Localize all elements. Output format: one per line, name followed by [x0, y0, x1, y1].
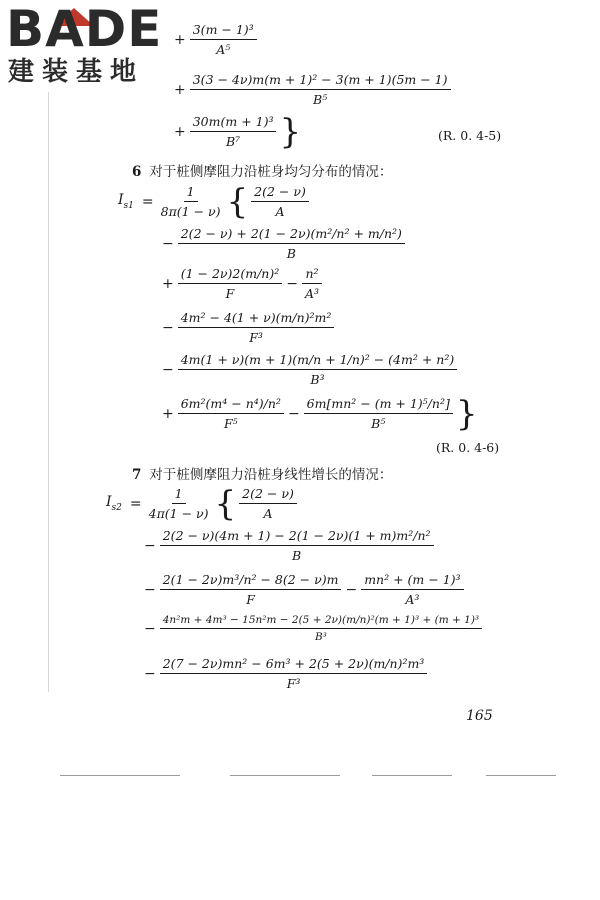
section-6-number: 6: [132, 164, 142, 180]
eq-is1-term6: + $\frac{\text{6m²(m⁴ − n⁴)/n²}}{\text{F⁵}}$ − $\frac{\text{6m[mn² − (m + 1)⁵/n²]}}{\text{B⁵}}$ }: [162, 393, 478, 434]
eq-r045-term1: + $\frac{\text{3(m − 1)³}}{\text{A⁵}}$: [170, 22, 257, 57]
scan-line: [372, 775, 452, 776]
eq-is1-term2: − $\frac{\text{2(2 − ν) + 2(1 − 2ν)(m²/n² + m/n²)}}{B}$: [158, 226, 405, 261]
scan-line: [60, 775, 180, 776]
section-7-heading: [132, 463, 392, 483]
logo-sub-text: 建装基地: [8, 57, 145, 87]
eq-is2-term4: − $\frac{\text{4n²m + 4m³ − 15n²m − 2(5 + 2ν)(m/n)²(m + 1)³ + (m + 1)³}}{\text{B³}}$: [140, 614, 482, 643]
eq-is2-term3: − $\frac{\text{2(1 − 2ν)m³/n² − 8(2 − ν)m}}{F}$ − $\frac{\text{mn² + (m − 1)³}}{\text{A³}}$: [140, 572, 464, 607]
eq-is2-term2: − $\frac{\text{2(2 − ν)(4m + 1) − 2(1 − 2ν)(1 + m)m²/n²}}{B}$: [140, 528, 434, 563]
section-7-title: 对于桩侧摩阻力沿桩身线性增长的情况：: [149, 467, 393, 483]
eq-is2-lhs: $I_{s2}$ = $\frac{1}{4\pi(1 - \nu)}$ { $\frac{2(2 - \nu)}{A}$: [106, 486, 297, 521]
section-7-number: 7: [132, 467, 142, 483]
logo: [6, 0, 176, 88]
eq-r045-term2: + $\frac{\text{3(3 − 4ν)m(m + 1)² − 3(m + 1)(5m − 1)}}{\text{B⁵}}$: [170, 72, 451, 107]
section-6-title: 对于桩侧摩阻力沿桩身均匀分布的情况：: [149, 164, 393, 180]
scan-line: [230, 775, 340, 776]
eq-is1-term5: − $\frac{\text{4m(1 + ν)(m + 1)(m/n + 1/n)² − (4m² + n²)}}{\text{B³}}$: [158, 352, 457, 387]
eq-is1-lhs: $I_{s1}$ = $\frac{1}{8\pi(1 - \nu)}$ { $\frac{2(2 - \nu)}{A}$: [118, 184, 309, 219]
equation-number-r046: (R. 0. 4-6): [436, 440, 500, 455]
section-6-heading: [132, 160, 392, 180]
page-number: 165: [466, 708, 493, 724]
eq-is2-term5: − $\frac{\text{2(7 − 2ν)mn² − 6m³ + 2(5 + 2ν)(m/n)²m³}}{\text{F³}}$: [140, 656, 427, 691]
scan-line: [486, 775, 556, 776]
eq-is1-term3: + $\frac{\text{(1 − 2ν)2(m/n)²}}{F}$ − $\frac{\text{n²}}{\text{A³}}$: [158, 266, 322, 301]
eq-is1-term4: − $\frac{\text{4m² − 4(1 + ν)(m/n)²m²}}{\text{F³}}$: [158, 310, 334, 345]
equation-number-r045: (R. 0. 4-5): [438, 128, 502, 143]
eq-r045-term3: + $\frac{\text{30m(m + 1)³}}{\text{B⁷}}$ }: [174, 111, 302, 152]
logo-main-text: BADE: [6, 0, 163, 58]
margin-line: [48, 92, 49, 692]
